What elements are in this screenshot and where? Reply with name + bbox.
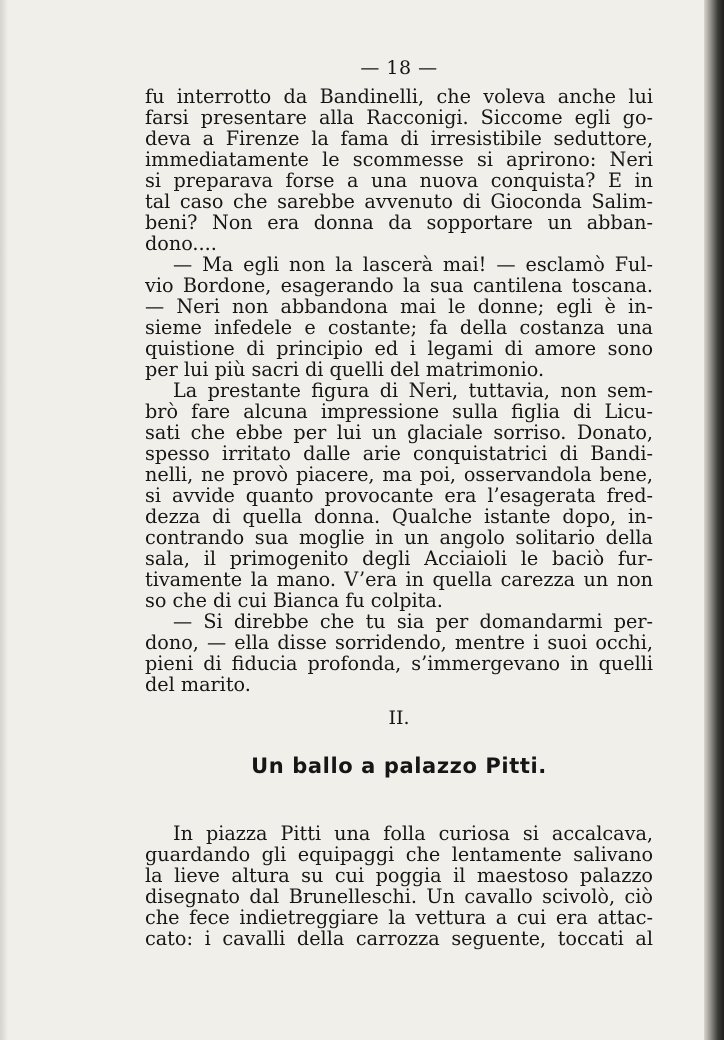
chapter-number: II. — [388, 707, 410, 729]
body-line: sieme infedele e costante; fa della costanza una — [145, 316, 653, 339]
body-line: fu interrotto da Bandinelli, che voleva anche lui — [145, 85, 653, 108]
body-line: farsi presentare alla Racconigi. Siccome egli go- — [145, 106, 653, 129]
body-line: si avvide quanto provocante era l’esagerata fred- — [145, 484, 653, 507]
body-line: del marito. — [145, 673, 251, 696]
body-line: si preparava forse a una nuova conquista? E in — [145, 169, 653, 192]
body-line: tal caso che sarebbe avvenuto di Gioconda Salim- — [145, 190, 653, 213]
page-number: — 18 — — [360, 57, 438, 79]
body-line: dono.... — [145, 232, 217, 255]
body-line: vio Bordone, esagerando la sua cantilena toscana. — [145, 274, 653, 297]
body-line: so che di cui Bianca fu colpita. — [145, 589, 443, 612]
body-line: La prestante figura di Neri, tuttavia, non sem- — [173, 379, 653, 402]
body-line: deva a Firenze la fama di irresistibile seduttore, — [145, 127, 653, 150]
body-line: nelli, ne provò piacere, ma poi, osservandola bene, — [145, 463, 653, 486]
chapter-line: disegnato dal Brunelleschi. Un cavallo scivolò, ciò — [145, 885, 653, 908]
body-line: — Si direbbe che tu sia per domandarmi per- — [173, 610, 653, 633]
body-line: sala, il primogenito degli Acciaioli le baciò fur- — [145, 547, 653, 570]
chapter-line: cato: i cavalli della carrozza seguente, toccati al — [145, 927, 653, 950]
chapter-line: In piazza Pitti una folla curiosa si accalcava, — [173, 822, 653, 845]
body-line: dezza di quella donna. Qualche istante dopo, in- — [145, 505, 653, 528]
body-line: per lui più sacri di quelli del matrimonio. — [145, 358, 545, 381]
body-line: — Ma egli non la lascerà mai! — esclamò Ful- — [173, 253, 653, 276]
body-line: sati che ebbe per lui un glaciale sorriso. Donato, — [145, 421, 653, 444]
body-line: dono, — ella disse sorridendo, mentre i suoi occhi, — [145, 631, 653, 654]
book-binding-edge — [704, 0, 724, 1040]
body-line: pieni di fiducia profonda, s’immergevano in quelli — [145, 652, 653, 675]
body-line: spesso irritato dalle arie conquistatrici di Bandi- — [145, 442, 653, 465]
body-line: quistione di principio ed i legami di amore sono — [145, 337, 653, 360]
chapter-line: guardando gli equipaggi che lentamente salivano — [145, 843, 653, 866]
body-line: immediatamente le scommesse si aprirono: Neri — [145, 148, 653, 171]
page-left-edge — [0, 0, 8, 1040]
body-line: brò fare alcuna impressione sulla figlia di Licu- — [145, 400, 653, 423]
chapter-line: che fece indietreggiare la vettura a cui era attac- — [145, 906, 653, 929]
chapter-title: Un ballo a palazzo Pitti. — [251, 754, 547, 778]
body-line: tivamente la mano. V’era in quella carezza un non — [145, 568, 653, 591]
chapter-line: la lieve altura su cui poggia il maestoso palazzo — [145, 864, 653, 887]
body-line: — Neri non abbandona mai le donne; egli è in- — [145, 295, 653, 318]
body-line: contrando sua moglie in un angolo solitario della — [145, 526, 653, 549]
body-line: beni? Non era donna da sopportare un abban- — [145, 211, 653, 234]
